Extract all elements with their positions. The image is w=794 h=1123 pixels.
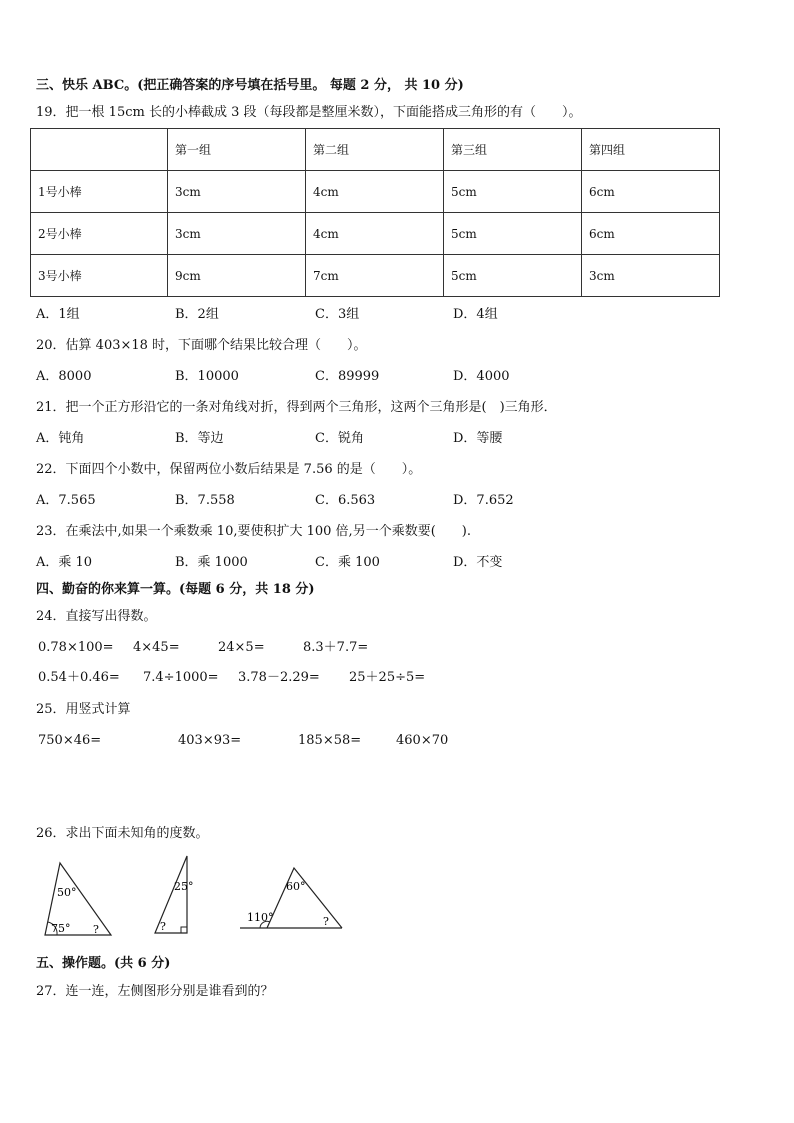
section-5-title: 五、操作题。(共 6 分): [36, 956, 171, 971]
q20-option-a: A．8000: [36, 369, 92, 384]
q23-option-b: B．乘 1000: [175, 555, 248, 570]
question-20: 20．估算 403×18 时，下面哪个结果比较合理（ ）。: [36, 338, 367, 353]
triangle-2-unknown: ?: [160, 920, 166, 933]
table-cell: 7cm: [306, 255, 444, 297]
q24-item: 0.78×100=: [38, 640, 114, 655]
q19-option-a: A．1组: [36, 307, 80, 322]
table-cell: 6cm: [582, 213, 720, 255]
q20-option-b: B．10000: [175, 369, 239, 384]
triangle-3-unknown: ?: [323, 915, 329, 928]
q21-option-a: A．钝角: [36, 431, 85, 446]
q22-option-b: B．7.558: [175, 493, 235, 508]
table-row: [31, 171, 720, 213]
table-cell: 5cm: [444, 213, 582, 255]
q21-option-d: D．等腰: [453, 431, 503, 446]
q23-option-c: C．乘 100: [315, 555, 380, 570]
q22-option-a: A．7.565: [36, 493, 96, 508]
q24-item: 24×5=: [218, 640, 265, 655]
q24-item: 3.78－2.29=: [238, 670, 320, 685]
triangle-1-top-angle: 50°: [57, 886, 77, 899]
q19-option-b: B．2组: [175, 307, 219, 322]
q19-option-c: C．3组: [315, 307, 360, 322]
question-22: 22．下面四个小数中，保留两位小数后结果是 7.56 的是（ ）。: [36, 462, 422, 477]
sticks-table: [30, 128, 720, 297]
table-row: [31, 255, 720, 297]
q25-item: 403×93=: [178, 733, 242, 748]
triangle-1-left-angle: 75°: [51, 922, 71, 935]
q20-option-c: C．89999: [315, 369, 380, 384]
table-cell: 9cm: [168, 255, 306, 297]
q24-item: 25＋25÷5=: [349, 670, 426, 685]
q25-item: 750×46=: [38, 733, 102, 748]
table-cell: 2号小棒: [31, 213, 168, 255]
table-cell: [31, 129, 168, 171]
section-4-title: 四、勤奋的你来算一算。(每题 6 分，共 18 分): [36, 582, 315, 597]
triangle-1-unknown: ?: [93, 923, 99, 936]
table-cell: 3cm: [168, 171, 306, 213]
q24-item: 7.4÷1000=: [143, 670, 219, 685]
q24-item: 8.3＋7.7=: [303, 640, 369, 655]
question-27: 27．连一连，左侧图形分别是谁看到的？: [36, 984, 274, 999]
table-cell: 4cm: [306, 171, 444, 213]
triangle-3-top-angle: 60°: [286, 880, 306, 893]
table-header-row: [31, 129, 720, 171]
question-21: 21．把一个正方形沿它的一条对角线对折，得到两个三角形，这两个三角形是( )三角形．: [36, 400, 557, 415]
table-cell: 3cm: [582, 255, 720, 297]
q24-item: 0.54＋0.46=: [38, 670, 120, 685]
triangle-2-figure: [150, 853, 200, 938]
q24-item: 4×45=: [133, 640, 180, 655]
table-cell: 3号小棒: [31, 255, 168, 297]
q22-option-c: C．6.563: [315, 493, 376, 508]
question-19: 19．把一根 15cm 长的小棒截成 3 段（每段都是整厘米数），下面能搭成三角形的有（ ）。: [36, 105, 582, 120]
table-header: 第三组: [444, 129, 582, 171]
question-24: 24．直接写出得数。: [36, 609, 157, 624]
triangle-3-exterior-angle: 110°: [247, 911, 274, 924]
q21-option-b: B．等边: [175, 431, 224, 446]
question-25: 25．用竖式计算: [36, 702, 131, 717]
triangle-3-figure: [238, 860, 348, 935]
table-cell: 6cm: [582, 171, 720, 213]
table-cell: 5cm: [444, 255, 582, 297]
table-row: [31, 213, 720, 255]
table-cell: 4cm: [306, 213, 444, 255]
q22-option-d: D．7.652: [453, 493, 514, 508]
triangle-2-top-angle: 25°: [174, 880, 194, 893]
table-cell: 1号小棒: [31, 171, 168, 213]
q25-item: 185×58=: [298, 733, 362, 748]
table-cell: 5cm: [444, 171, 582, 213]
question-26: 26．求出下面未知角的度数。: [36, 826, 209, 841]
q21-option-c: C．锐角: [315, 431, 364, 446]
table-cell: 3cm: [168, 213, 306, 255]
section-3-title: 三、快乐 ABC。(把正确答案的序号填在括号里。 每题 2 分， 共 10 分): [36, 78, 464, 93]
q25-item: 460×70: [396, 733, 449, 748]
triangle-1-figure: [38, 860, 118, 940]
question-23: 23．在乘法中,如果一个乘数乘 10,要使积扩大 100 倍,另一个乘数要( ).: [36, 524, 471, 539]
q19-option-d: D．4组: [453, 307, 498, 322]
table-header: 第二组: [306, 129, 444, 171]
q23-option-a: A．乘 10: [36, 555, 93, 570]
q20-option-d: D．4000: [453, 369, 510, 384]
q23-option-d: D．不变: [453, 555, 503, 570]
table-header: 第四组: [582, 129, 720, 171]
table-header: 第一组: [168, 129, 306, 171]
